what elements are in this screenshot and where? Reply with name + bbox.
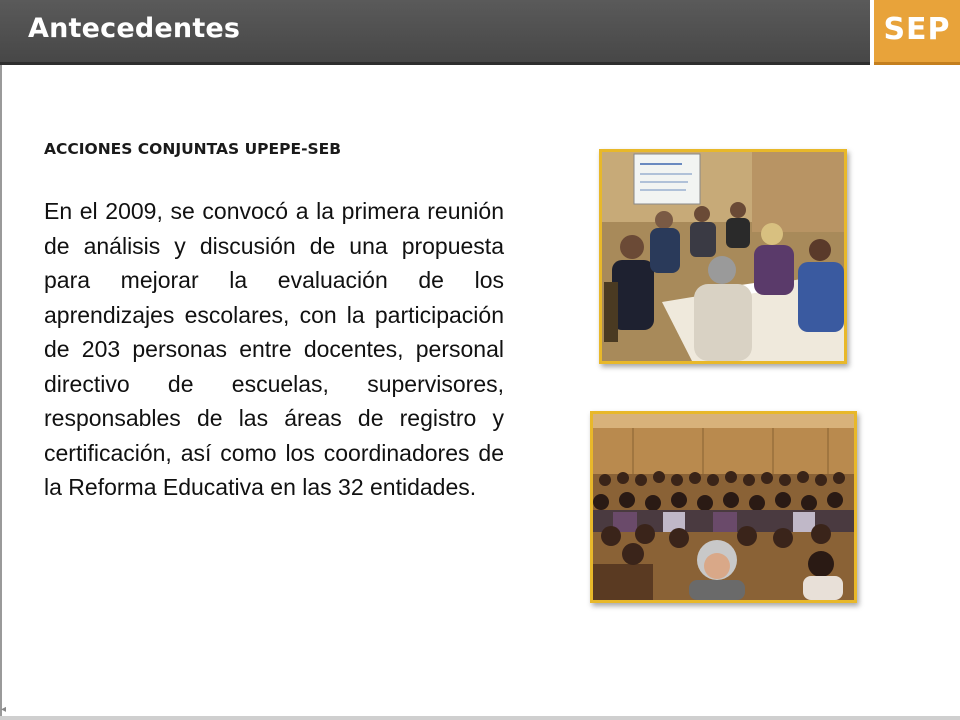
body-paragraph: En el 2009, se convocó a la primera reunión de análisis y discusión de una propuesta para mejorar la evaluación de los aprendizajes escolares, con la participación de 203 personas entre docentes, personal directivo de escuelas, supervisores, responsables de las áreas de registro y certificación, así como los coordinadores de la Reforma Educativa en las 32 entidades. xyxy=(44,198,504,500)
audience-photo xyxy=(590,411,857,603)
left-border xyxy=(0,65,2,720)
header-bar xyxy=(0,0,870,65)
page-title: Antecedentes xyxy=(28,13,241,44)
meeting-table-image xyxy=(602,152,844,361)
bottom-border xyxy=(0,716,960,720)
sep-logo xyxy=(874,0,960,65)
audience-image xyxy=(593,414,854,600)
section-subheading: ACCIONES CONJUNTAS UPEPE-SEB xyxy=(44,140,342,158)
corner-sound-icon: ◂ xyxy=(1,704,7,715)
sep-logo-text: SEP xyxy=(883,12,951,47)
meeting-table-photo xyxy=(599,149,847,364)
